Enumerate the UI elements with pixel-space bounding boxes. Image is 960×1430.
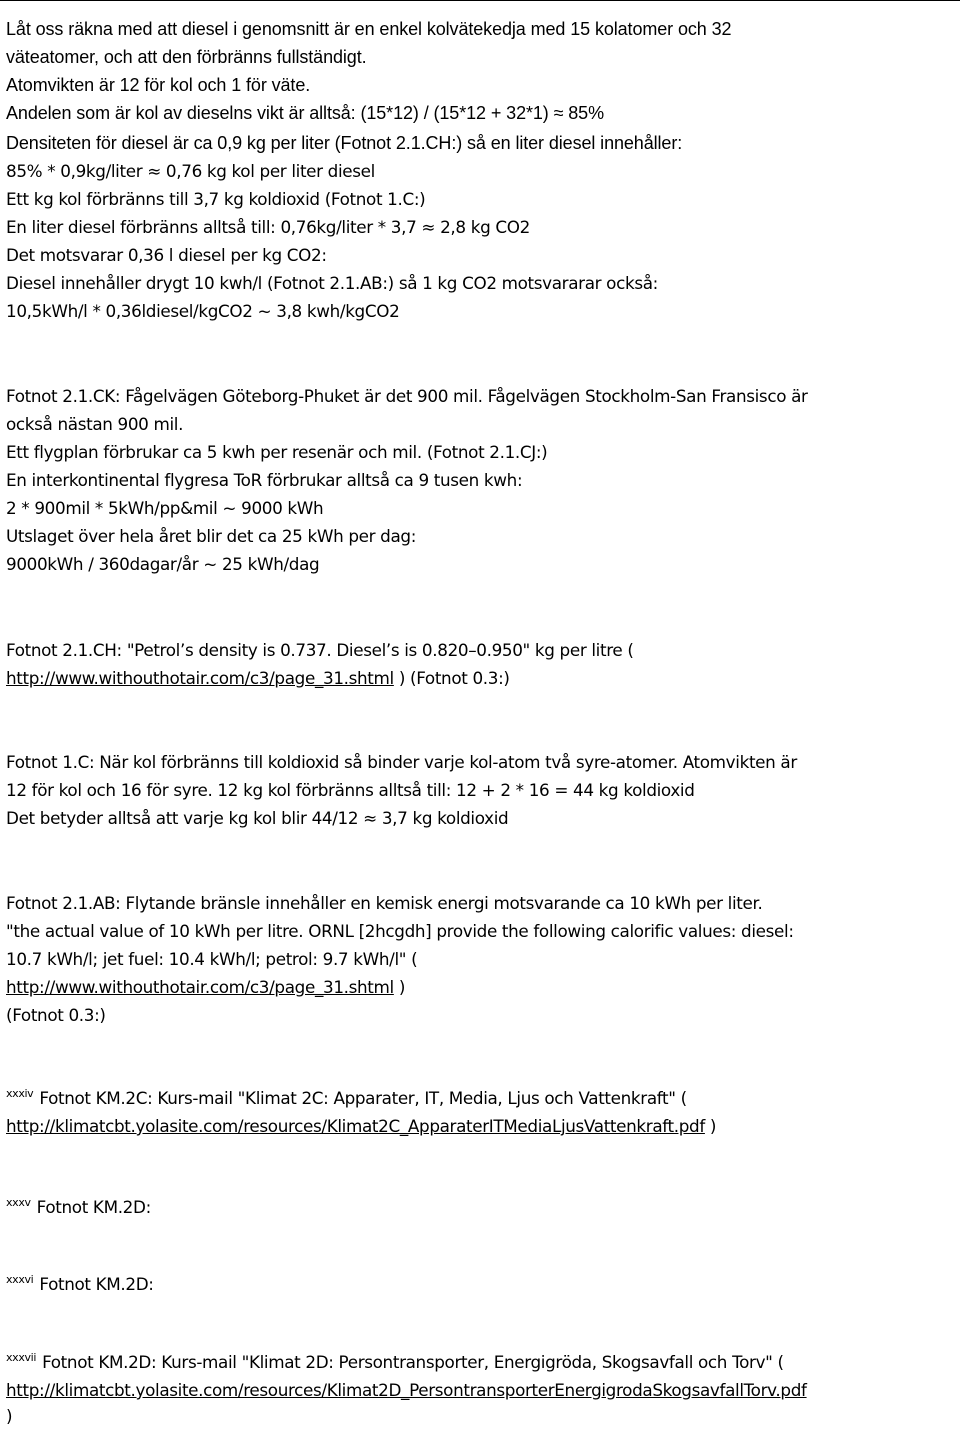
text-line: Ett kg kol förbränns till 3,7 kg koldioxid (Fotnot 1.C:)	[6, 189, 426, 209]
text-line: (Fotnot 0.3:)	[6, 1005, 106, 1025]
endnote-text: Fotnot KM.2D: Kurs-mail "Klimat 2D: Persontransporter, Energigröda, Skogsavfall och Torv" (	[42, 1352, 784, 1372]
footnote-link[interactable]: http://www.withouthotair.com/c3/page_31.shtml	[6, 668, 394, 688]
text-line: 10.7 kWh/l; jet fuel: 10.4 kWh/l; petrol: 9.7 kWh/l" (	[6, 949, 418, 969]
endnote-text: Fotnot KM.2D:	[39, 1274, 154, 1294]
endnote-xxxvi	[6, 1271, 154, 1297]
page-top-border	[0, 0, 960, 1]
text-line: Densiteten för diesel är ca 0,9 kg per liter (Fotnot 2.1.CH:) så en liter diesel innehåller:	[6, 133, 683, 153]
text-line: "the actual value of 10 kWh per litre. ORNL [2hcgdh] provide the following calorific values: diesel:	[6, 921, 794, 941]
endnote-xxxiv	[6, 1085, 687, 1111]
text-line: Fotnot 1.C: När kol förbränns till koldioxid så binder varje kol-atom två syre-atomer. Atomvikten är	[6, 752, 797, 772]
link-suffix: )	[393, 977, 406, 997]
footnote-link[interactable]: http://www.withouthotair.com/c3/page_31.shtml	[6, 977, 394, 997]
text-line: )	[6, 1406, 13, 1426]
text-line: En liter diesel förbränns alltså till: 0,76kg/liter * 3,7 ≈ 2,8 kg CO2	[6, 217, 530, 237]
text-line: 10,5kWh/l * 0,36ldiesel/kgCO2 ~ 3,8 kwh/kgCO2	[6, 301, 400, 321]
text-line: Atomvikten är 12 för kol och 1 för väte.	[6, 75, 311, 95]
text-line: väteatomer, och att den förbränns fullständigt.	[6, 47, 367, 67]
endnote-link[interactable]: http://klimatcbt.yolasite.com/resources/Klimat2C_ApparaterITMediaLjusVattenkraft.pdf	[6, 1116, 705, 1136]
endnote-xxxvii	[6, 1349, 784, 1375]
text-line: Fotnot 2.1.CK: Fågelvägen Göteborg-Phuket är det 900 mil. Fågelvägen Stockholm-San Fransisco är	[6, 386, 808, 406]
endnote-text: Fotnot KM.2D:	[36, 1197, 151, 1217]
text-line: Diesel innehåller drygt 10 kwh/l (Fotnot 2.1.AB:) så 1 kg CO2 motsvararar också:	[6, 273, 658, 293]
endnote-marker: xxxv	[6, 1196, 31, 1209]
text-line: Det motsvarar 0,36 l diesel per kg CO2:	[6, 245, 327, 265]
text-line: 85% * 0,9kg/liter ≈ 0,76 kg kol per liter diesel	[6, 161, 375, 181]
text-line: 9000kWh / 360dagar/år ~ 25 kWh/dag	[6, 554, 320, 574]
endnote-link[interactable]: http://klimatcbt.yolasite.com/resources/Klimat2D_PersontransporterEnergigrodaSkogsavfallTorv.pdf	[6, 1380, 807, 1400]
text-line	[6, 665, 510, 691]
endnote-marker: xxxvii	[6, 1351, 37, 1364]
link-suffix: ) (Fotnot 0.3:)	[393, 668, 510, 688]
endnote-marker: xxxvi	[6, 1273, 34, 1286]
text-line: Fotnot 2.1.AB: Flytande bränsle innehåller en kemisk energi motsvarande ca 10 kWh per liter.	[6, 893, 763, 913]
endnote-xxxv	[6, 1194, 151, 1220]
text-line: Det betyder alltså att varje kg kol blir 44/12 ≈ 3,7 kg koldioxid	[6, 808, 509, 828]
endnote-marker: xxxiv	[6, 1087, 34, 1100]
text-line	[6, 974, 405, 1000]
text-line	[6, 1113, 716, 1139]
text-line: Ett flygplan förbrukar ca 5 kwh per resenär och mil. (Fotnot 2.1.CJ:)	[6, 442, 548, 462]
link-suffix: )	[704, 1116, 717, 1136]
text-line: Låt oss räkna med att diesel i genomsnitt är en enkel kolvätekedja med 15 kolatomer och 32	[6, 19, 732, 39]
text-line: 12 för kol och 16 för syre. 12 kg kol förbränns alltså till: 12 + 2 * 16 = 44 kg koldioxid	[6, 780, 695, 800]
text-line	[6, 1377, 807, 1403]
text-line: En interkontinental flygresa ToR förbrukar alltså ca 9 tusen kwh:	[6, 470, 523, 490]
text-line: också nästan 900 mil.	[6, 414, 184, 434]
text-line: Utslaget över hela året blir det ca 25 kWh per dag:	[6, 526, 417, 546]
text-line: Fotnot 2.1.CH: "Petrol’s density is 0.737. Diesel’s is 0.820–0.950" kg per litre (	[6, 640, 634, 660]
endnote-text: Fotnot KM.2C: Kurs-mail "Klimat 2C: Apparater, IT, Media, Ljus och Vattenkraft" (	[39, 1088, 687, 1108]
text-line: Andelen som är kol av dieselns vikt är alltså: (15*12) / (15*12 + 32*1) ≈ 85%	[6, 103, 604, 123]
text-line: 2 * 900mil * 5kWh/pp&mil ~ 9000 kWh	[6, 498, 324, 518]
